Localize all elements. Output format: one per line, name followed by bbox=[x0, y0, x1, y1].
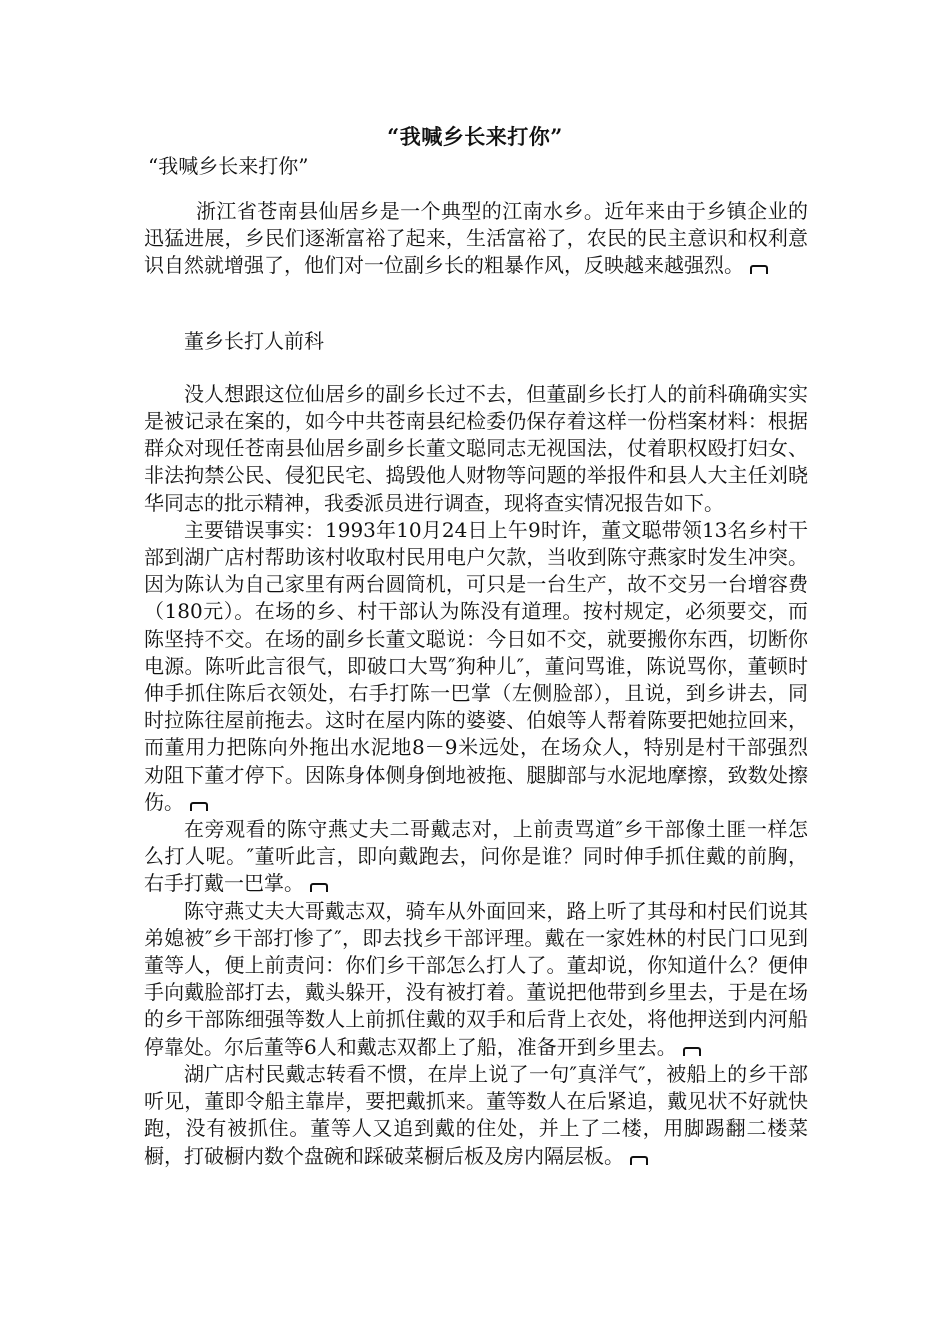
body-paragraph bbox=[144, 816, 808, 898]
document-body bbox=[144, 198, 808, 1170]
paragraph-end-mark-icon bbox=[750, 265, 768, 274]
intro-paragraph bbox=[144, 198, 808, 280]
body-paragraph bbox=[144, 1061, 808, 1170]
body-paragraph bbox=[144, 517, 808, 816]
paragraph-end-mark-icon bbox=[630, 1156, 648, 1165]
section-heading: 董乡长打人前科 bbox=[184, 328, 324, 353]
document-title: “我喊乡长来打你” bbox=[387, 124, 563, 149]
paragraph-text: 没人想跟这位仙居乡的副乡长过不去，但董副乡长打人的前科确确实实是被记录在案的，如今中共苍南县纪检委仍保存着这样一份档案材料：根据群众对现任苍南县仙居乡副乡长董文聪同志无视国法，仗着职权殴打妇女、非法拘禁公民、侵犯民宅、捣毁他人财物等问题的举报件和县人大主任刘晓华同志的批示精神，我委派员进行调查，现将查实情况报告如下。 bbox=[144, 381, 808, 515]
paragraph-end-mark-icon bbox=[683, 1047, 701, 1056]
body-paragraph bbox=[144, 898, 808, 1061]
document-subtitle: “我喊乡长来打你” bbox=[148, 154, 309, 178]
paragraph-text: 主要错误事实：1993年10月24日上午9时许，董文聪带领13名乡村干部到湖广店村帮助该村收取村民用电户欠款，当收到陈守燕家时发生冲突。因为陈认为自己家里有两台圆筒机，可只是一台生产，故不交另一台增容费（180元）。在场的乡、村干部认为陈没有道理。按村规定，必须要交，而陈坚持不交。在场的副乡长董文聪说：今日如不交，就要搬你东西，切断你电源。陈听此言很气，即破口大骂″狗种儿″，董问骂谁，陈说骂你，董顿时伸手抓住陈后衣领处，右手打陈一巴掌（左侧脸部），且说，到乡讲去，同时拉陈往屋前拖去。这时在屋内陈的婆婆、伯娘等人帮着陈要把她拉回来，而董用力把陈向外拖出水泥地8－9米远处，在场众人，特别是村干部强烈劝阻下董才停下。因陈身体侧身倒地被拖、腿脚部与水泥地摩擦，致数处擦伤。 bbox=[144, 517, 808, 814]
paragraph-text: 湖广店村民戴志转看不惯，在岸上说了一句″真洋气″，被船上的乡干部听见，董即令船主靠岸，要把戴抓来。董等数人在后紧追，戴见状不好就快跑，没有被抓住。董等人又追到戴的住处，并上了二楼，用脚踢翻二楼菜橱，打破橱内数个盘碗和踩破菜橱后板及房内隔层板。 bbox=[144, 1061, 808, 1168]
paragraph-end-mark-icon bbox=[310, 883, 328, 892]
paragraph-end-mark-icon bbox=[190, 802, 208, 811]
intro-text: 浙江省苍南县仙居乡是一个典型的江南水乡。近年来由于乡镇企业的迅猛进展，乡民们逐渐富裕了起来，生活富裕了，农民的民主意识和权利意识自然就增强了，他们对一位副乡长的粗暴作风，反映越来越强烈。 bbox=[144, 199, 808, 278]
paragraph-text: 陈守燕丈夫大哥戴志双，骑车从外面回来，路上听了其母和村民们说其弟媳被″乡干部打惨了″，即去找乡干部评理。戴在一家姓林的村民门口见到董等人，便上前责问：你们乡干部怎么打人了。董却说，你知道什么？便伸手向戴脸部打去，戴头躲开，没有被打着。董说把他带到乡里去，于是在场的乡干部陈细强等数人上前抓住戴的双手和后背上衣处，将他押送到内河船停靠处。尔后董等6人和戴志双都上了船，准备开到乡里去。 bbox=[144, 898, 808, 1059]
body-paragraph bbox=[144, 381, 808, 517]
paragraph-text: 在旁观看的陈守燕丈夫二哥戴志对，上前责骂道″乡干部像土匪一样怎么打人呢。″董听此言，即向戴跑去，问你是谁？同时伸手抓住戴的前胸，右手打戴一巴掌。 bbox=[144, 817, 808, 896]
